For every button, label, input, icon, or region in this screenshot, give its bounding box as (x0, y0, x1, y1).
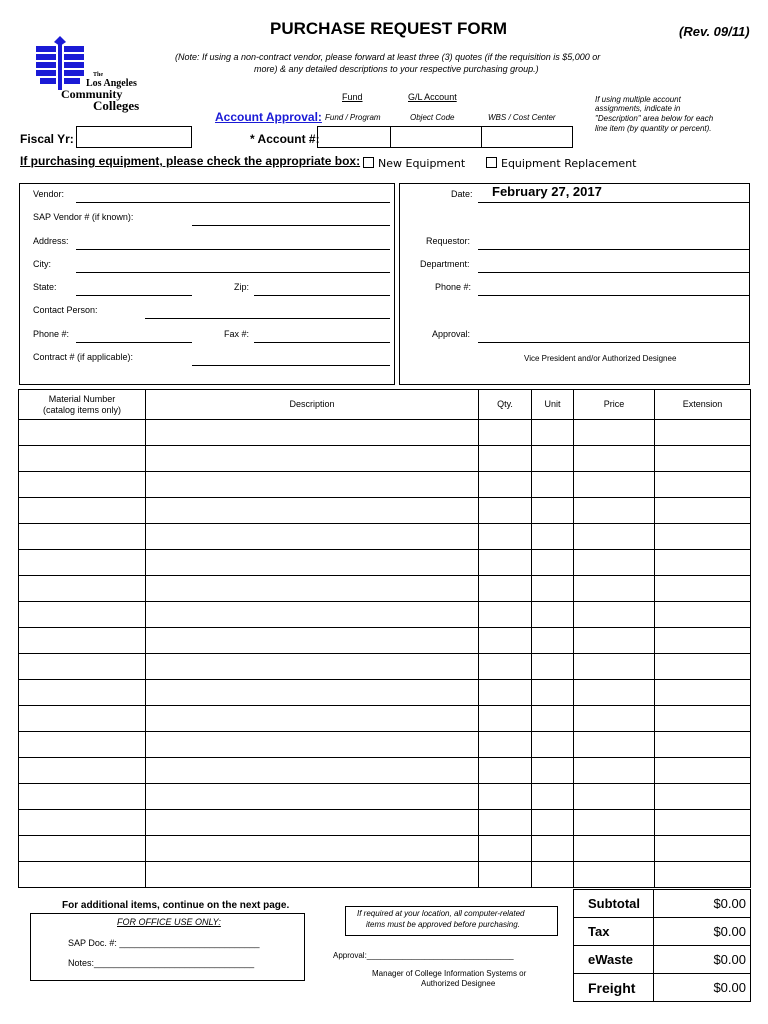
date-field (478, 202, 749, 203)
extension-cell[interactable] (655, 784, 751, 810)
material-number-cell[interactable] (19, 602, 146, 628)
price-cell[interactable] (574, 550, 655, 576)
account-number-label: * Account #: (250, 132, 320, 146)
equipment-replacement-label: Equipment Replacement (501, 157, 637, 170)
object-code-label: Object Code (410, 113, 455, 122)
vendor-phone-label: Phone #: (33, 329, 70, 339)
tax-label: Tax (574, 918, 654, 946)
qty-cell[interactable] (479, 628, 532, 654)
table-row (19, 680, 751, 706)
price-cell[interactable] (574, 862, 655, 888)
state-label: State: (33, 282, 57, 292)
extension-cell[interactable] (655, 628, 751, 654)
unit-cell[interactable] (532, 420, 574, 446)
material-number-cell[interactable] (19, 524, 146, 550)
price-cell[interactable] (574, 420, 655, 446)
table-row (19, 628, 751, 654)
table-row (19, 784, 751, 810)
unit-cell[interactable] (532, 862, 574, 888)
extension-cell[interactable] (655, 524, 751, 550)
table-row (19, 420, 751, 446)
unit-cell[interactable] (532, 732, 574, 758)
form-title: PURCHASE REQUEST FORM (270, 19, 508, 38)
price-cell[interactable] (574, 498, 655, 524)
multi-account-note-2: assignments, indicate in (595, 104, 681, 113)
table-row (19, 836, 751, 862)
description-cell[interactable] (146, 420, 479, 446)
logo-text-community: Community (61, 87, 123, 101)
material-number-cell[interactable] (19, 784, 146, 810)
price-cell[interactable] (574, 758, 655, 784)
extension-cell[interactable] (655, 472, 751, 498)
subtotal-value: $0.00 (654, 890, 751, 918)
material-number-cell[interactable] (19, 680, 146, 706)
material-number-cell[interactable] (19, 732, 146, 758)
extension-cell[interactable] (655, 862, 751, 888)
qty-cell[interactable] (479, 498, 532, 524)
description-cell[interactable] (146, 680, 479, 706)
account-fund-field[interactable] (317, 126, 391, 148)
description-cell[interactable] (146, 784, 479, 810)
unit-cell[interactable] (532, 784, 574, 810)
contract-number-field[interactable] (192, 365, 390, 366)
table-row (19, 550, 751, 576)
state-field[interactable] (76, 295, 192, 296)
material-number-header-line1: Material Number (48, 393, 116, 404)
table-row (19, 472, 751, 498)
extension-cell[interactable] (655, 810, 751, 836)
extension-cell[interactable] (655, 680, 751, 706)
unit-cell[interactable] (532, 628, 574, 654)
table-row (19, 732, 751, 758)
description-cell[interactable] (146, 446, 479, 472)
price-cell[interactable] (574, 680, 655, 706)
department-field[interactable] (478, 272, 749, 273)
vendor-label: Vendor: (33, 189, 65, 199)
unit-cell[interactable] (532, 602, 574, 628)
logo-emblem-icon (32, 36, 88, 92)
material-number-cell[interactable] (19, 836, 146, 862)
qty-cell[interactable] (479, 446, 532, 472)
contact-person-field[interactable] (145, 318, 390, 319)
price-cell[interactable] (574, 732, 655, 758)
city-field[interactable] (76, 272, 390, 273)
freight-row (574, 974, 751, 1002)
extension-cell[interactable] (655, 836, 751, 862)
qty-cell[interactable] (479, 654, 532, 680)
description-cell[interactable] (146, 602, 479, 628)
price-cell[interactable] (574, 628, 655, 654)
material-number-cell[interactable] (19, 420, 146, 446)
material-number-cell[interactable] (19, 810, 146, 836)
description-cell[interactable] (146, 628, 479, 654)
sap-vendor-label: SAP Vendor # (if known): (33, 212, 134, 222)
continue-note: For additional items, continue on the next page. (62, 900, 290, 911)
qty-cell[interactable] (479, 784, 532, 810)
table-row (19, 446, 751, 472)
it-approval-note-2: items must be approved before purchasing. (366, 920, 520, 929)
requestor-label: Requestor: (426, 236, 471, 246)
logo-text-colleges: Colleges (93, 98, 140, 113)
table-row (19, 654, 751, 680)
description-cell[interactable] (146, 654, 479, 680)
extension-cell[interactable] (655, 758, 751, 784)
unit-cell[interactable] (532, 810, 574, 836)
extension-cell[interactable] (655, 732, 751, 758)
extension-cell[interactable] (655, 498, 751, 524)
qty-cell[interactable] (479, 472, 532, 498)
table-row (19, 758, 751, 784)
totals-table (573, 889, 751, 1002)
unit-cell[interactable] (532, 836, 574, 862)
price-cell[interactable] (574, 836, 655, 862)
description-cell[interactable] (146, 498, 479, 524)
subtotal-row (574, 890, 751, 918)
unit-cell[interactable] (532, 758, 574, 784)
qty-cell[interactable] (479, 862, 532, 888)
price-header: Price (574, 390, 655, 420)
qty-cell[interactable] (479, 706, 532, 732)
qty-cell[interactable] (479, 576, 532, 602)
description-cell[interactable] (146, 836, 479, 862)
table-row (19, 706, 751, 732)
account-gl-field[interactable] (390, 126, 482, 148)
price-cell[interactable] (574, 654, 655, 680)
qty-cell[interactable] (479, 810, 532, 836)
equipment-prompt: If purchasing equipment, please check the appropriate box: (20, 154, 361, 168)
unit-header: Unit (532, 390, 574, 420)
approval-field[interactable] (478, 342, 749, 343)
zip-field[interactable] (254, 295, 390, 296)
contact-person-label: Contact Person: (33, 305, 98, 315)
unit-cell[interactable] (532, 524, 574, 550)
multi-account-note-3: "Description" area below for each (595, 114, 714, 123)
requestor-phone-label: Phone #: (435, 282, 472, 292)
table-header-row (19, 390, 751, 420)
logo-text-los-angeles: Los Angeles (86, 78, 137, 89)
vendor-field[interactable] (76, 202, 390, 203)
unit-cell[interactable] (532, 472, 574, 498)
price-cell[interactable] (574, 472, 655, 498)
fiscal-year-field[interactable] (76, 126, 192, 148)
ewaste-label: eWaste (574, 946, 654, 974)
vendor-quote-note: (Note: If using a non-contract vendor, please forward at least three (3) quotes (if the requisition is $5,000 or (175, 52, 601, 62)
extension-cell[interactable] (655, 550, 751, 576)
equipment-replacement-checkbox[interactable] (486, 157, 497, 168)
material-number-cell[interactable] (19, 628, 146, 654)
description-cell[interactable] (146, 706, 479, 732)
material-number-header-line2: (catalog items only) (42, 404, 122, 415)
material-number-header (19, 390, 146, 420)
description-cell[interactable] (146, 732, 479, 758)
extension-header: Extension (655, 390, 751, 420)
revision-label: (Rev. 09/11) (679, 24, 750, 39)
unit-cell[interactable] (532, 680, 574, 706)
price-cell[interactable] (574, 784, 655, 810)
sap-vendor-field[interactable] (192, 225, 390, 226)
date-value[interactable]: February 27, 2017 (492, 184, 602, 199)
fund-header: Fund (342, 92, 363, 102)
qty-cell[interactable] (479, 836, 532, 862)
unit-cell[interactable] (532, 550, 574, 576)
price-cell[interactable] (574, 446, 655, 472)
tax-row (574, 918, 751, 946)
table-row (19, 524, 751, 550)
description-cell[interactable] (146, 550, 479, 576)
address-label: Address: (33, 236, 69, 246)
description-cell[interactable] (146, 810, 479, 836)
qty-cell[interactable] (479, 550, 532, 576)
it-manager-caption-2: Authorized Designee (421, 979, 496, 988)
logo-text-the: The (93, 72, 104, 78)
price-cell[interactable] (574, 602, 655, 628)
material-number-cell[interactable] (19, 654, 146, 680)
price-cell[interactable] (574, 706, 655, 732)
extension-cell[interactable] (655, 706, 751, 732)
qty-cell[interactable] (479, 680, 532, 706)
table-row (19, 576, 751, 602)
material-number-cell[interactable] (19, 550, 146, 576)
freight-label: Freight (574, 974, 654, 1002)
sap-doc-field[interactable]: SAP Doc. #: ____________________________ (68, 938, 260, 948)
fax-field[interactable] (254, 342, 390, 343)
tax-value: $0.00 (654, 918, 751, 946)
office-use-title: FOR OFFICE USE ONLY: (117, 917, 221, 927)
unit-cell[interactable] (532, 706, 574, 732)
zip-label: Zip: (234, 282, 250, 292)
address-field[interactable] (76, 249, 390, 250)
material-number-cell[interactable] (19, 862, 146, 888)
unit-cell[interactable] (532, 446, 574, 472)
notes-field[interactable]: Notes:________________________________ (68, 958, 255, 968)
department-label: Department: (420, 259, 470, 269)
fiscal-year-label: Fiscal Yr: (20, 132, 74, 146)
ewaste-value: $0.00 (654, 946, 751, 974)
table-row (19, 602, 751, 628)
multi-account-note-4: line item (by quantity or percent). (595, 124, 712, 133)
extension-cell[interactable] (655, 654, 751, 680)
date-label: Date: (451, 189, 473, 199)
description-cell[interactable] (146, 472, 479, 498)
material-number-cell[interactable] (19, 446, 146, 472)
unit-cell[interactable] (532, 654, 574, 680)
new-equipment-checkbox[interactable] (363, 157, 374, 168)
material-number-cell[interactable] (19, 706, 146, 732)
multi-account-note: If using multiple account (595, 95, 681, 104)
qty-cell[interactable] (479, 758, 532, 784)
material-number-cell[interactable] (19, 472, 146, 498)
vendor-quote-note-cont: more) & any detailed descriptions to your respective purchasing group.) (254, 64, 539, 74)
unit-cell[interactable] (532, 576, 574, 602)
description-cell[interactable] (146, 758, 479, 784)
it-manager-caption: Manager of College Information Systems or (372, 969, 527, 978)
description-cell[interactable] (146, 862, 479, 888)
price-cell[interactable] (574, 576, 655, 602)
fund-program-label: Fund / Program (325, 113, 381, 122)
description-cell[interactable] (146, 524, 479, 550)
price-cell[interactable] (574, 810, 655, 836)
vendor-phone-field[interactable] (76, 342, 192, 343)
qty-header: Qty. (479, 390, 532, 420)
wbs-cost-center-label: WBS / Cost Center (488, 113, 556, 122)
subtotal-label: Subtotal (574, 890, 654, 918)
qty-cell[interactable] (479, 420, 532, 446)
extension-cell[interactable] (655, 420, 751, 446)
qty-cell[interactable] (479, 524, 532, 550)
requestor-phone-field[interactable] (478, 295, 749, 296)
price-cell[interactable] (574, 524, 655, 550)
college-logo (30, 36, 160, 114)
city-label: City: (33, 259, 51, 269)
description-header: Description (146, 390, 479, 420)
qty-cell[interactable] (479, 732, 532, 758)
approval-caption: Vice President and/or Authorized Designee (524, 354, 677, 363)
material-number-cell[interactable] (19, 758, 146, 784)
contract-number-label: Contract # (if applicable): (33, 352, 134, 362)
extension-cell[interactable] (655, 446, 751, 472)
material-number-cell[interactable] (19, 576, 146, 602)
qty-cell[interactable] (479, 602, 532, 628)
approval-label: Approval: (432, 329, 471, 339)
requestor-field[interactable] (478, 249, 749, 250)
description-cell[interactable] (146, 576, 479, 602)
freight-value: $0.00 (654, 974, 751, 1002)
fax-label: Fax #: (224, 329, 250, 339)
extension-cell[interactable] (655, 602, 751, 628)
gl-account-header: G/L Account (408, 92, 457, 102)
extension-cell[interactable] (655, 576, 751, 602)
ewaste-row (574, 946, 751, 974)
unit-cell[interactable] (532, 498, 574, 524)
table-row (19, 810, 751, 836)
new-equipment-label: New Equipment (378, 157, 466, 170)
line-items-table (18, 389, 751, 888)
account-wbs-field[interactable] (481, 126, 573, 148)
it-approval-note: If required at your location, all computer-related (357, 909, 525, 918)
table-row (19, 498, 751, 524)
material-number-cell[interactable] (19, 498, 146, 524)
table-row (19, 862, 751, 888)
it-approval-field[interactable]: Approval:_________________________________ (333, 951, 514, 960)
account-approval-link[interactable]: Account Approval: (215, 110, 322, 124)
